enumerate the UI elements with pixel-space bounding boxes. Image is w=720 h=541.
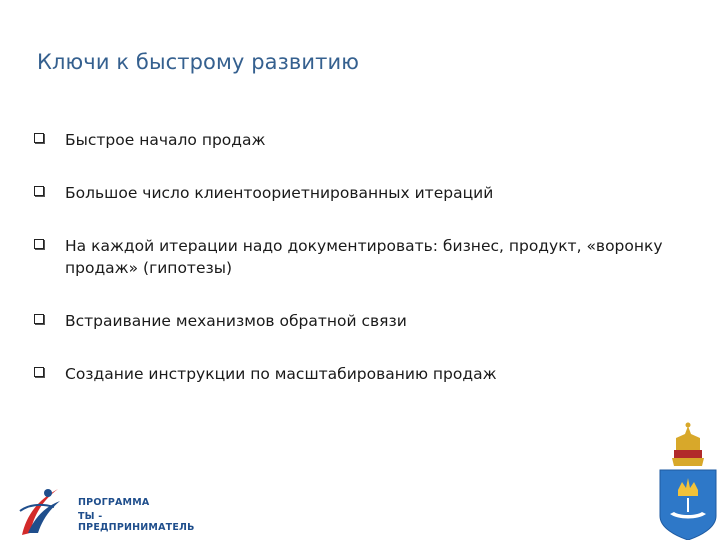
list-item-text: Быстрое начало продаж	[65, 131, 266, 149]
logo-line-2: ТЫ - ПРЕДПРИНИМАТЕЛЬ	[78, 511, 195, 533]
program-logo-swoosh-icon	[18, 483, 64, 539]
square-bullet-icon	[34, 314, 44, 324]
square-bullet-icon	[34, 133, 44, 143]
program-logo	[18, 483, 198, 541]
logo-line-1: ПРОГРАММА	[78, 497, 150, 508]
slide-title: Ключи к быстрому развитию	[37, 50, 359, 74]
list-item-text: Большое число клиентоориетнированных итераций	[65, 184, 494, 202]
square-bullet-icon	[34, 239, 44, 249]
list-item-text: На каждой итерации надо документировать: бизнес, продукт, «воронку продаж» (гипотезы)	[65, 237, 663, 277]
list-item-text: Создание инструкции по масштабированию продаж	[65, 365, 497, 383]
list-item-text: Встраивание механизмов обратной связи	[65, 312, 407, 330]
square-bullet-icon	[34, 186, 44, 196]
coat-of-arms-icon	[656, 420, 720, 540]
square-bullet-icon	[34, 367, 44, 377]
